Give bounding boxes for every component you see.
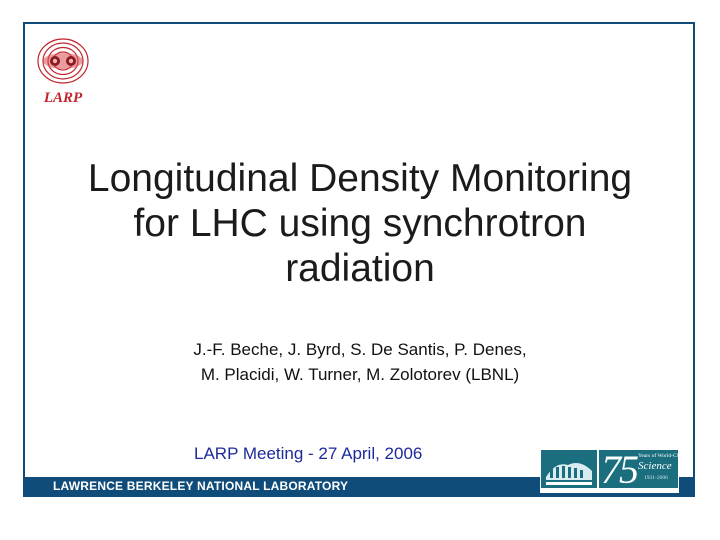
badge-line-2: Science — [638, 460, 672, 472]
larp-logo — [34, 36, 92, 112]
title-line: Longitudinal Density Monitoring — [87, 157, 633, 200]
author-line: J.-F. Beche, J. Byrd, S. De Santis, P. Denes, — [193, 340, 527, 359]
badge-number: 75 — [601, 447, 637, 492]
logo-text: LARP — [43, 90, 83, 106]
slide-title — [60, 156, 660, 291]
author-list — [60, 337, 660, 387]
anniversary-badge — [540, 447, 685, 493]
badge-line-3: 1931-2006 — [644, 475, 668, 481]
title-line: radiation — [285, 247, 435, 290]
larp-logo-icon — [34, 36, 92, 90]
meeting-info: LARP Meeting - 27 April, 2006 — [194, 444, 423, 463]
badge-line-1: Years of World-Class — [638, 453, 685, 459]
author-line: M. Placidi, W. Turner, M. Zolotorev (LBNL) — [200, 365, 520, 384]
footer-text: LAWRENCE BERKELEY NATIONAL LABORATORY — [53, 479, 349, 493]
title-line: for LHC using synchrotron — [133, 202, 587, 245]
